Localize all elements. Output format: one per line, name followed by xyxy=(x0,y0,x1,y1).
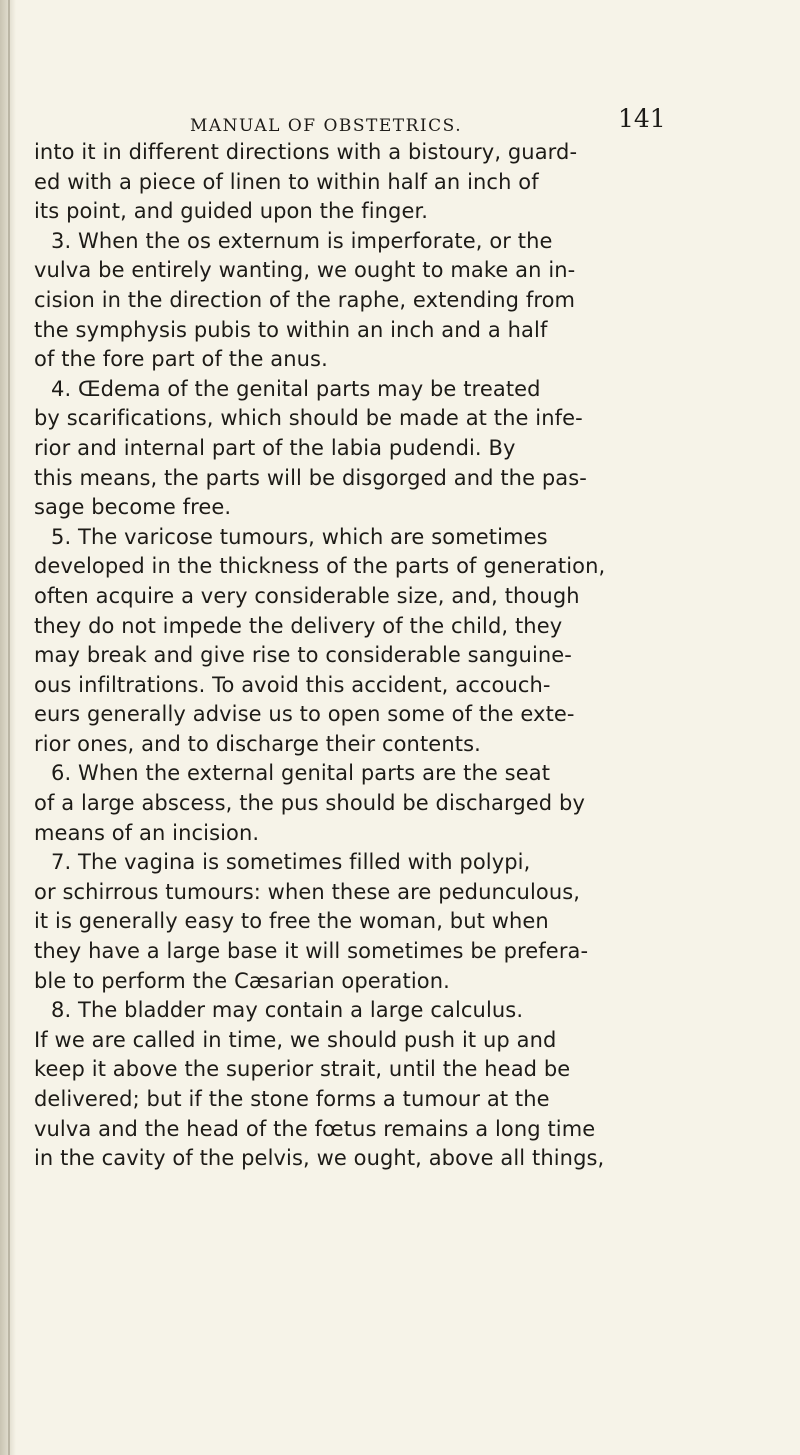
paragraph-start-line: 4. Œdema of the genital parts may be treated xyxy=(51,376,541,401)
paragraph-start-line: 7. The vagina is sometimes filled with polypi, xyxy=(51,850,531,875)
running-title: MANUAL OF OBSTETRICS. xyxy=(190,116,463,136)
text-line: the symphysis pubis to within an inch and a half xyxy=(34,317,548,342)
page-number: 141 xyxy=(618,104,666,133)
text-line: its point, and guided upon the finger. xyxy=(34,199,429,224)
text-line: often acquire a very considerable size, and, though xyxy=(34,583,580,608)
text-line: ous infiltrations. To avoid this accident, accouch- xyxy=(34,672,551,697)
page-binding-edge xyxy=(8,0,10,1455)
paragraph-start-line: 3. When the os externum is imperforate, or the xyxy=(51,228,553,253)
text-line: rior and internal part of the labia pudendi. By xyxy=(34,435,516,460)
text-line: vulva be entirely wanting, we ought to make an in- xyxy=(34,258,576,283)
text-line: ed with a piece of linen to within half an inch of xyxy=(34,169,539,194)
text-line: ble to perform the Cæsarian operation. xyxy=(34,968,450,993)
text-line: of a large abscess, the pus should be discharged by xyxy=(34,791,585,816)
text-line: means of an incision. xyxy=(34,820,260,845)
text-line: by scarifications, which should be made at the infe- xyxy=(34,406,583,431)
text-line: delivered; but if the stone forms a tumour at the xyxy=(34,1087,550,1111)
page-header xyxy=(0,100,800,140)
text-line: they do not impede the delivery of the child, they xyxy=(34,613,563,638)
text-line: may break and give rise to considerable sanguine- xyxy=(34,643,572,668)
text-line: vulva and the head of the fœtus remains a long time xyxy=(34,1116,596,1141)
text-line: into it in different directions with a bistoury, guard- xyxy=(34,140,578,164)
paragraph-start-line: 5. The varicose tumours, which are sometimes xyxy=(51,524,548,549)
text-line: keep it above the superior strait, until the head be xyxy=(34,1057,571,1082)
text-line: developed in the thickness of the parts of generation, xyxy=(34,554,606,579)
text-line: sage become free. xyxy=(34,495,232,520)
text-line: cision in the direction of the raphe, extending from xyxy=(34,287,576,312)
text-line: of the fore part of the anus. xyxy=(34,347,328,372)
text-line: it is generally easy to free the woman, but when xyxy=(34,909,549,934)
text-line: If we are called in time, we should push it up and xyxy=(34,1027,557,1052)
text-line: eurs generally advise us to open some of the exte- xyxy=(34,702,575,727)
text-line: they have a large base it will sometimes be prefera- xyxy=(34,939,589,964)
paragraph-start-line: 8. The bladder may contain a large calculus. xyxy=(51,998,524,1023)
page-body xyxy=(34,138,730,1174)
text-line: or schirrous tumours: when these are pedunculous, xyxy=(34,879,581,904)
text-line: this means, the parts will be disgorged and the pas- xyxy=(34,465,587,490)
paragraph-start-line: 6. When the external genital parts are the seat xyxy=(51,761,551,786)
text-line: in the cavity of the pelvis, we ought, above all things, xyxy=(34,1146,605,1171)
text-line: rior ones, and to discharge their contents. xyxy=(34,731,481,756)
